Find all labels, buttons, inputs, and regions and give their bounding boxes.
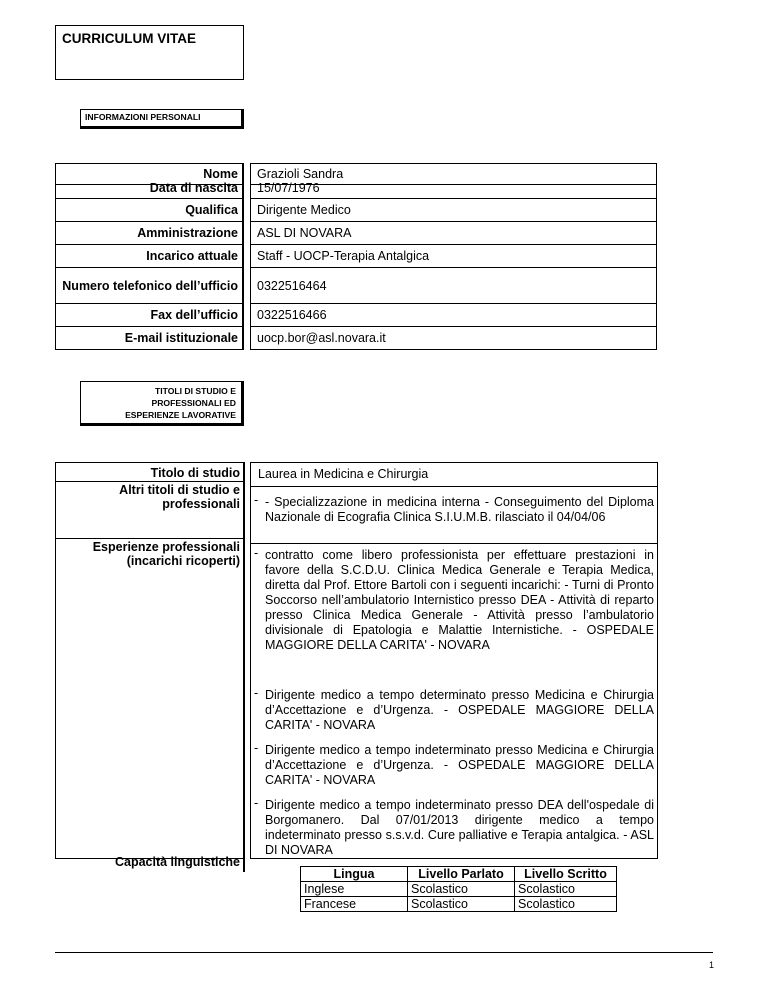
- bullet-dash: -: [254, 741, 259, 755]
- table-row: [301, 867, 617, 882]
- label-capacita-linguistiche: Capacità linguistiche: [114, 855, 240, 869]
- label-altri-titoli-line2: professionali: [162, 497, 240, 511]
- page-number: 1: [708, 960, 714, 970]
- value-numero-telefonico: 0322516464: [250, 268, 657, 304]
- experience-item: [254, 548, 654, 653]
- languages-table: [300, 866, 617, 912]
- value-fax: 0322516466: [250, 304, 657, 327]
- divider: [657, 462, 658, 858]
- label-data-nascita: Data di nascita: [55, 177, 244, 199]
- section-titles-line2: PROFESSIONALI ED: [151, 398, 236, 408]
- section-personal-info-title: INFORMAZIONI PERSONALI: [85, 112, 201, 122]
- value-altri-titoli-text: - Specializzazione in medicina interna - Conseguimento del Diploma Nazionale di Ecografia Clinica S.I.U.M.B. rilasciato il 04/04/06: [265, 495, 654, 524]
- cell-scritto: Scolastico: [515, 897, 617, 912]
- label-esperienze: [55, 540, 244, 568]
- experience-item-text: Dirigente medico a tempo indeterminato presso DEA dell'ospedale di Borgomanero. Dal 07/01/2013 dirigente medico a tempo indeterminato presso s.s.v.d. Cure palliative e Terapia antalgica. - ASL DI NOVARA: [265, 798, 654, 857]
- value-incarico-attuale: Staff - UOCP-Terapia Antalgica: [250, 245, 657, 268]
- label-qualifica: Qualifica: [55, 199, 244, 222]
- bullet-dash: -: [254, 686, 259, 700]
- experience-item-text: contratto come libero professionista per effettuare prestazioni in favore della S.C.D.U. Clinica Medica Generale e Terapia Medica, diretta dal Prof. Ettore Bartoli con i seguenti incarichi: - Turni di Pronto Soccorso nell’ambulatorio Internistico presso DEA - Attività di reparto presso Clinica Medica Generale - Attività presso l’ambulatorio divisionale di Epatologia e Malattie Internistiche. - OSPEDALE MAGGIORE DELLA CARITA' - NOVARA: [265, 548, 654, 652]
- label-incarico-attuale: Incarico attuale: [55, 245, 244, 268]
- divider: [55, 462, 245, 463]
- value-titolo-studio: Laurea in Medicina e Chirurgia: [258, 467, 429, 481]
- section-personal-info: [80, 109, 244, 129]
- label-esperienze-line1: Esperienze professionali: [92, 540, 240, 554]
- cell-parlato: Scolastico: [408, 882, 515, 897]
- label-esperienze-line2: (incarichi ricoperti): [126, 554, 240, 568]
- cv-title: CURRICULUM VITAE: [62, 31, 196, 46]
- divider: [243, 462, 245, 872]
- section-titles-experience: [80, 381, 244, 426]
- value-qualifica: Dirigente Medico: [250, 199, 657, 222]
- label-altri-titoli: [55, 483, 244, 511]
- label-email: E-mail istituzionale: [55, 327, 244, 350]
- cell-lingua: Inglese: [301, 882, 408, 897]
- cell-lingua: Francese: [301, 897, 408, 912]
- divider: [55, 462, 56, 858]
- section-titles-line3: ESPERIENZE LAVORATIVE: [125, 410, 236, 420]
- value-email: uocp.bor@asl.novara.it: [250, 327, 657, 350]
- header-lingua: Lingua: [301, 867, 408, 882]
- experience-item-text: Dirigente medico a tempo determinato presso Medicina e Chirurgia d’Accettazione e d’Urgenza. - OSPEDALE MAGGIORE DELLA CARITA' - NOVARA: [265, 688, 654, 732]
- divider: [250, 462, 251, 858]
- label-titolo-studio: Titolo di studio: [150, 466, 240, 480]
- bullet-dash: -: [254, 546, 259, 560]
- bullet-dash: -: [254, 493, 259, 507]
- header-livello-scritto: Livello Scritto: [515, 867, 617, 882]
- divider: [250, 486, 658, 487]
- experience-item: [254, 798, 654, 858]
- experience-item: [254, 743, 654, 788]
- value-nome: Grazioli Sandra: [250, 163, 657, 185]
- table-row: [301, 897, 617, 912]
- cell-parlato: Scolastico: [408, 897, 515, 912]
- label-altri-titoli-line1: Altri titoli di studio e: [119, 483, 240, 497]
- divider: [55, 481, 245, 482]
- bullet-dash: -: [254, 796, 259, 810]
- label-nome: Nome: [55, 163, 244, 185]
- experience-item-text: Dirigente medico a tempo indeterminato presso Medicina e Chirurgia d’Accettazione e d’Urgenza. - OSPEDALE MAGGIORE DELLA CARITA' - NOVARA: [265, 743, 654, 787]
- divider: [250, 543, 658, 544]
- cell-scritto: Scolastico: [515, 882, 617, 897]
- section-titles-line1: TITOLI DI STUDIO E: [154, 386, 236, 396]
- divider: [55, 538, 245, 539]
- header-livello-parlato: Livello Parlato: [408, 867, 515, 882]
- value-data-nascita: 15/07/1976: [250, 177, 657, 199]
- divider: [250, 858, 658, 859]
- label-numero-telefonico: Numero telefonico dell’ufficio: [55, 268, 244, 304]
- divider: [250, 462, 658, 463]
- value-altri-titoli: [254, 495, 654, 525]
- cv-title-box: [55, 25, 244, 80]
- table-row: [301, 882, 617, 897]
- value-amministrazione: ASL DI NOVARA: [250, 222, 657, 245]
- footer-divider: [55, 952, 713, 953]
- label-amministrazione: Amministrazione: [55, 222, 244, 245]
- label-fax: Fax dell’ufficio: [55, 304, 244, 327]
- experience-item: [254, 688, 654, 733]
